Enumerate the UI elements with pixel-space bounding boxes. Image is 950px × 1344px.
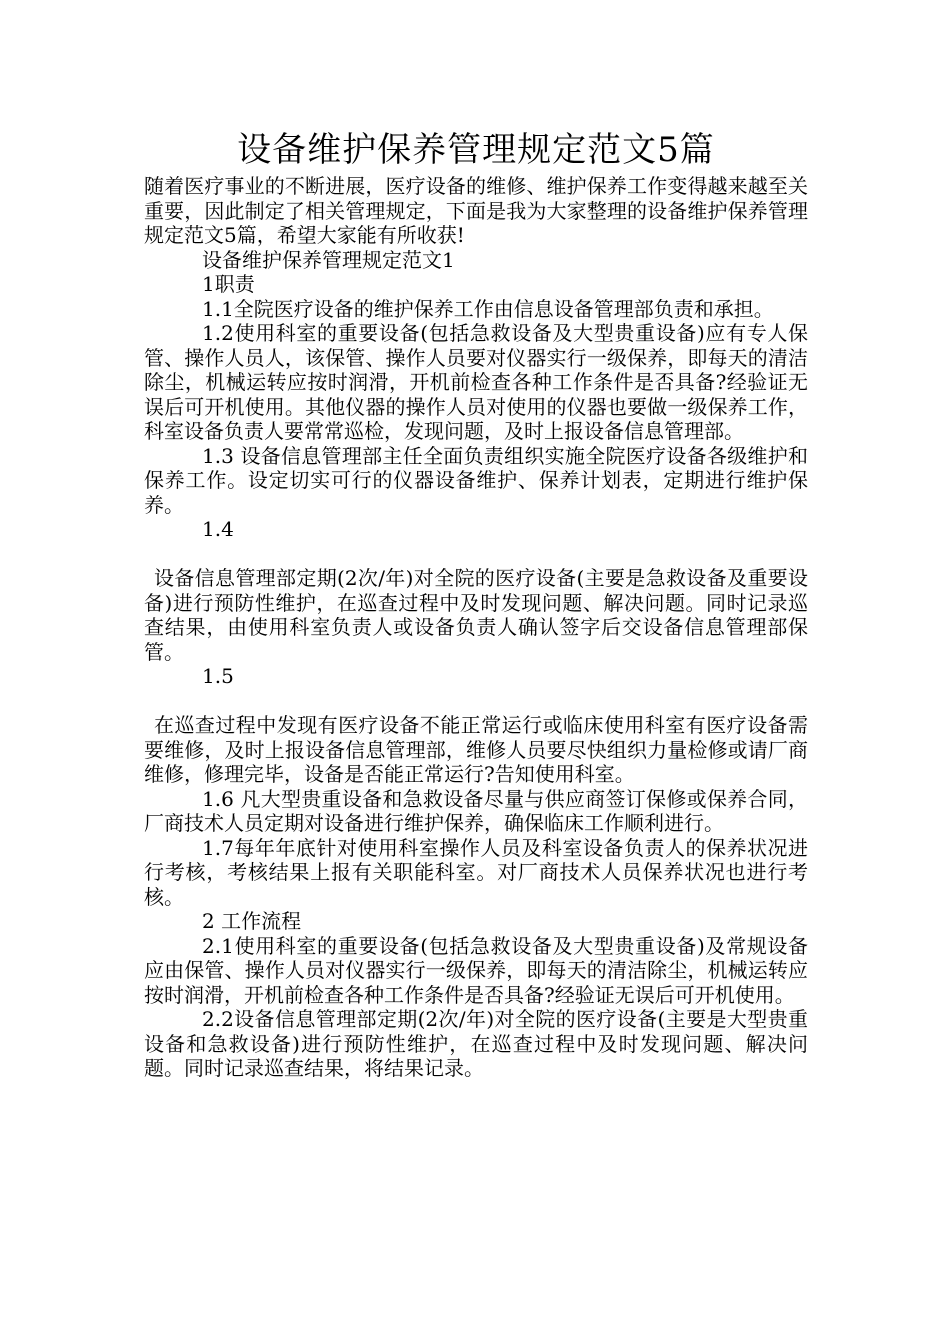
paragraph-1-3: 1.3 设备信息管理部主任全面负责组织实施全院医疗设备各级维护和保养工作。设定切实可行的仪器设备维护、保养计划表，定期进行维护保养。 [144,443,808,517]
heading-responsibilities: 1职责 [202,272,255,296]
heading-workflow: 2 工作流程 [202,909,302,933]
blank-line [144,689,808,714]
document-title: 设备维护保养管理规定范文5篇 [237,130,715,170]
paragraph-1-5-number: 1.5 [202,664,234,688]
paragraph-1-1: 1.1全院医疗设备的维护保养工作由信息设备管理部负责和承担。 [202,296,774,321]
paragraph-1-4-number: 1.4 [202,517,234,541]
blank-line [144,542,808,567]
paragraph-1-5-text: 在巡查过程中发现有医疗设备不能正常运行或临床使用科室有医疗设备需要维修，及时上报设备信息管理部，维修人员要尽快组织力量检修或请厂商维修，修理完毕，设备是否能正常运行?告知使用科室。 [144,713,808,786]
paragraph-1-6: 1.6 凡大型贵重设备和急救设备尽量与供应商签订保修或保养合同，厂商技术人员定期对设备进行维护保养，确保临床工作顺利进行。 [144,786,808,835]
document-page [144,126,808,1081]
section-title: 设备维护保养管理规定范文1 [202,247,455,272]
paragraph-2-2: 2.2设备信息管理部定期(2次/年)对全院的医疗设备(主要是大型贵重设备和急救设备)进行预防性维护，在巡查过程中及时发现问题、解决问题。同时记录巡查结果，将结果记录。 [144,1007,808,1080]
paragraph-1-7: 1.7每年年底针对使用科室操作人员及科室设备负责人的保养状况进行考核，考核结果上报有关职能科室。对厂商技术人员保养状况也进行考核。 [144,835,808,909]
paragraph-1-4-text: 设备信息管理部定期(2次/年)对全院的医疗设备(主要是急救设备及重要设备)进行预防性维护，在巡查过程中及时发现问题、解决问题。同时记录巡查结果，由使用科室负责人或设备负责人确认签字后交设备信息管理部保管。 [144,566,808,664]
intro-paragraph: 随着医疗事业的不断进展，医疗设备的维修、维护保养工作变得越来越至关重要，因此制定了相关管理规定，下面是我为大家整理的设备维护保养管理规定范文5篇，希望大家能有所收获! [144,174,808,247]
paragraph-1-2: 1.2使用科室的重要设备(包括急救设备及大型贵重设备)应有专人保管、操作人员人，该保管、操作人员要对仪器实行一级保养，即每天的清洁除尘，机械运转应按时润滑，开机前检查各种工作条件是否具备?经验证无误后可开机使用。其他仪器的操作人员对使用的仪器也要做一级保养工作，科室设备负责人要常常巡检，发现问题，及时上报设备信息管理部。 [144,321,808,443]
paragraph-2-1: 2.1使用科室的重要设备(包括急救设备及大型贵重设备)及常规设备应由保管、操作人员对仪器实行一级保养，即每天的清洁除尘，机械运转应按时润滑，开机前检查各种工作条件是否具备?经验证无误后可开机使用。 [144,933,808,1007]
